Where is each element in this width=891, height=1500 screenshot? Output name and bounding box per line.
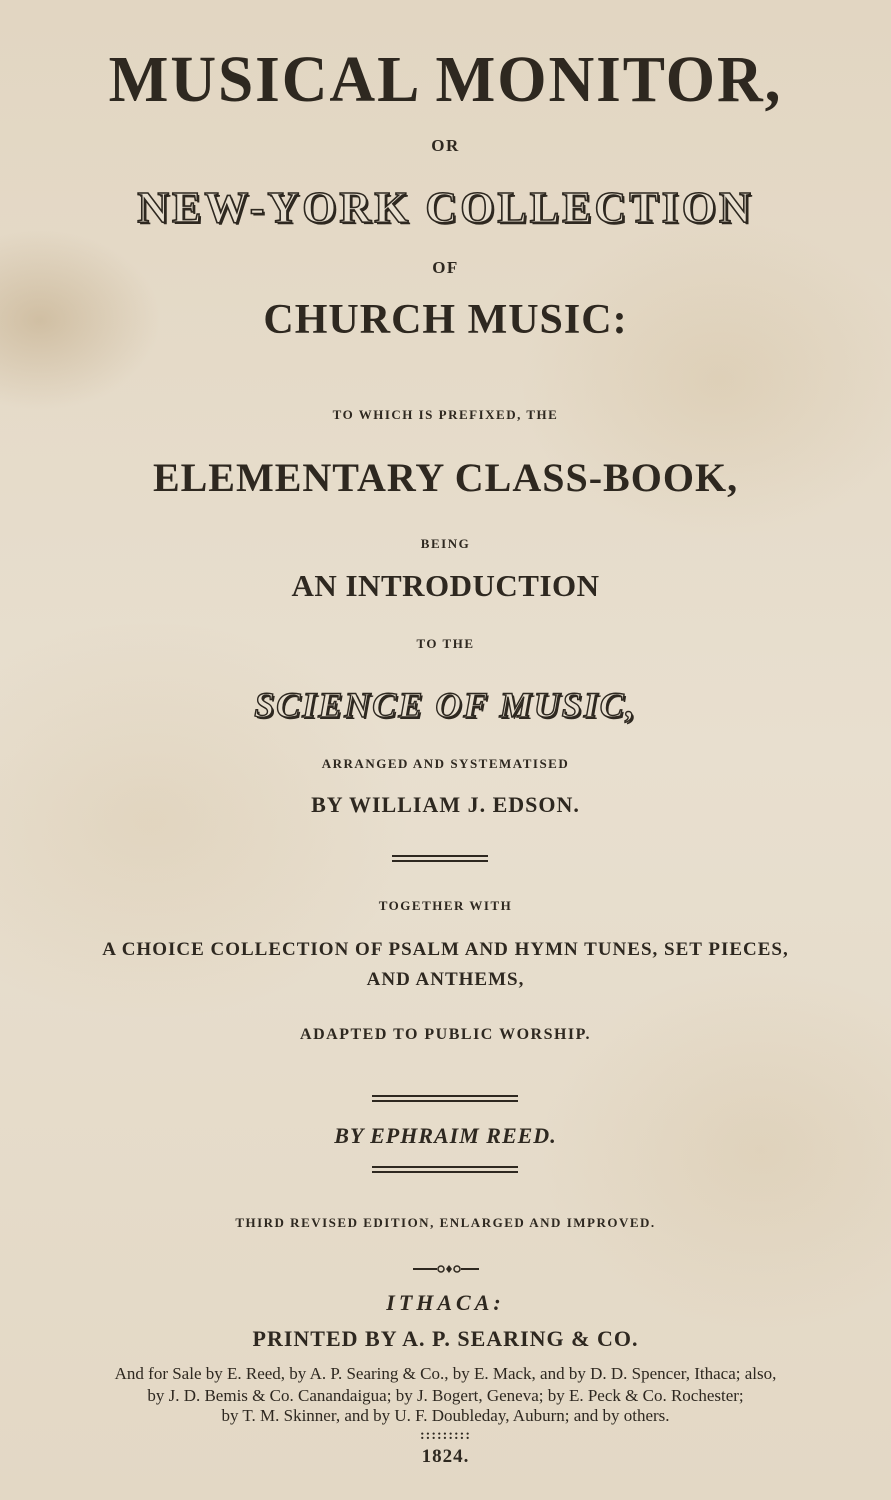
choice-collection-line2: AND ANTHEMS, [366, 969, 525, 990]
science-of-music: SCIENCE OF MUSIC, [254, 685, 637, 725]
sale-line-1: And for Sale by E. Reed, by A. P. Searing & Co., by E. Mack, and by D. D. Spencer, Ithaca; also, [114, 1364, 777, 1383]
title-new-york-collection: NEW-YORK COLLECTION [137, 183, 754, 232]
adapted-line: ADAPTED TO PUBLIC WORSHIP. [300, 1026, 591, 1043]
sale-line-3: by T. M. Skinner, and by U. F. Doubleday, Auburn; and by others. [221, 1406, 670, 1425]
word-or: OR [431, 136, 460, 155]
divider-rule [372, 1095, 518, 1102]
place-ithaca: ITHACA: [386, 1290, 505, 1315]
divider-rule [392, 855, 488, 862]
prefixed-line: TO WHICH IS PREFIXED, THE [332, 407, 559, 422]
elementary-class-book: ELEMENTARY CLASS-BOOK, [152, 455, 739, 500]
an-introduction: AN INTRODUCTION [291, 568, 600, 603]
title-church-music: CHURCH MUSIC: [263, 297, 628, 343]
year: 1824. [421, 1446, 470, 1467]
to-the: TO THE [416, 636, 475, 651]
arranged-line: ARRANGED AND SYSTEMATISED [321, 756, 570, 771]
printer-line: PRINTED BY A. P. SEARING & CO. [252, 1326, 639, 1351]
word-being: BEING [420, 536, 471, 551]
word-of: OF [432, 258, 459, 277]
by-ephraim-reed: BY EPHRAIM REED. [334, 1123, 557, 1148]
dotted-ornament: ::::::::: [420, 1428, 471, 1443]
ornament-icon [0, 1260, 891, 1281]
choice-collection-line1: A CHOICE COLLECTION OF PSALM AND HYMN TUNES, SET PIECES, [102, 939, 789, 960]
by-william-edson: BY WILLIAM J. EDSON. [311, 792, 580, 817]
edition-line: THIRD REVISED EDITION, ENLARGED AND IMPROVED. [235, 1215, 656, 1230]
divider-rule [372, 1166, 518, 1173]
sale-line-2: by J. D. Bemis & Co. Canandaigua; by J. Bogert, Geneva; by E. Peck & Co. Rochester; [147, 1386, 744, 1405]
title-musical-monitor: MUSICAL MONITOR, [108, 43, 783, 116]
together-with: TOGETHER WITH [378, 898, 513, 913]
